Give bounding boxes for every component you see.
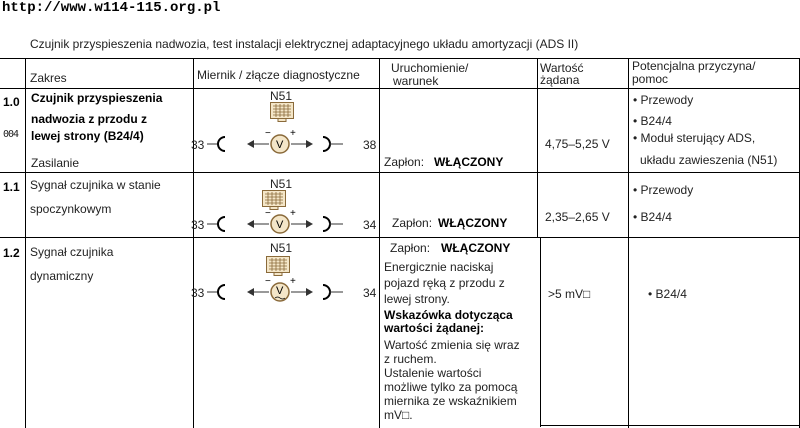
pin-left: 33 [191, 218, 205, 232]
row-number: 1.1 [3, 180, 20, 194]
svg-text:−: − [265, 128, 271, 139]
cause-item: • Przewody [633, 93, 694, 107]
row-title-line: Czujnik przyspieszenia [31, 91, 163, 105]
cause-item: • Moduł sterujący ADS, [633, 131, 756, 145]
condition-text-line: lewej strony. [384, 292, 450, 306]
pin-right: 34 [363, 218, 377, 232]
condition-value: WŁĄCZONY [438, 216, 508, 230]
svg-text:V: V [276, 139, 284, 151]
connector-label: N51 [270, 177, 293, 191]
svg-text:V: V [276, 219, 284, 231]
header-meter: Miernik / złącze diagnostyczne [197, 68, 360, 82]
hint-text-line: możliwe tylko za pomocą [384, 380, 518, 394]
row-title-line: spoczynkowym [30, 202, 112, 216]
row-title-line: nadwozia z przodu z [31, 112, 147, 126]
connector-label: N51 [270, 89, 293, 103]
row-side-mark: 004 [3, 129, 19, 140]
ac-voltmeter-icon [207, 272, 357, 308]
target-value: 2,35–2,65 V [545, 210, 610, 224]
svg-text:−: − [265, 208, 271, 219]
condition-value: WŁĄCZONY [441, 241, 511, 255]
pin-left: 33 [191, 138, 205, 152]
svg-text:+: + [290, 128, 296, 139]
header-range: Zakres [30, 71, 67, 85]
cause-item: • Przewody [633, 183, 694, 197]
row-title-line: Sygnał czujnika w stanie [30, 178, 161, 192]
voltmeter-icon [207, 124, 357, 160]
source-url: http://www.w114-115.org.pl [2, 0, 221, 16]
svg-text:V: V [276, 285, 284, 297]
condition-label: Zapłon: [390, 241, 431, 255]
svg-text:+: + [290, 276, 296, 287]
hint-text-line: miernika ze wskaźnikiem [384, 394, 517, 408]
pin-right: 38 [363, 138, 377, 152]
voltmeter-icon [207, 204, 357, 240]
header-cause-line1: Potencjalna przyczyna/ [632, 59, 756, 73]
cause-item: • B24/4 [633, 114, 672, 128]
condition-label: Zapłon: [392, 216, 433, 230]
header-value-line1: Wartość [540, 61, 584, 75]
target-value: >5 mV□ [548, 287, 591, 301]
condition-value: WŁĄCZONY [434, 155, 504, 169]
cause-item: układu zawieszenia (N51) [640, 153, 778, 167]
hint-text-line: mV□. [384, 408, 413, 422]
hint-text-line: Wartość zmienia się wraz [384, 338, 520, 352]
header-cause-line2: pomoc [632, 72, 669, 86]
condition-label: Zapłon: [384, 155, 425, 169]
row-title-line: lewej strony (B24/4) [31, 129, 144, 143]
connector-socket-icon [270, 102, 294, 122]
row-number: 1.2 [3, 246, 20, 260]
svg-text:+: + [290, 208, 296, 219]
hint-text-line: z ruchem. [384, 352, 437, 366]
hint-title-line: wartości żądanej: [384, 321, 485, 335]
condition-text-line: Energicznie naciskaj [384, 260, 494, 274]
header-activation-line2: warunek [393, 74, 439, 88]
svg-text:−: − [265, 276, 271, 287]
cause-item: • B24/4 [648, 287, 687, 301]
row-title-line: Sygnał czujnika [30, 245, 114, 259]
cause-item: • B24/4 [633, 210, 672, 224]
target-value: 4,75–5,25 V [545, 137, 610, 151]
pin-right: 34 [363, 286, 377, 300]
page-title: Czujnik przyspieszenia nadwozia, test instalacji elektrycznej adaptacyjnego układu amortyzacji (ADS II) [30, 37, 579, 51]
pin-left: 33 [191, 286, 205, 300]
hint-text-line: Ustalenie wartości [384, 366, 482, 380]
header-activation-line1: Uruchomienie/ [391, 61, 469, 75]
row-subtitle: Zasilanie [31, 156, 80, 170]
header-value-line2: żądana [540, 73, 580, 87]
row-title-line: dynamiczny [30, 269, 94, 283]
connector-label: N51 [270, 241, 293, 255]
row-number: 1.0 [3, 95, 20, 109]
hint-title-line: Wskazówka dotycząca [384, 308, 513, 322]
condition-text-line: pojazd ręką z przodu z [384, 276, 505, 290]
